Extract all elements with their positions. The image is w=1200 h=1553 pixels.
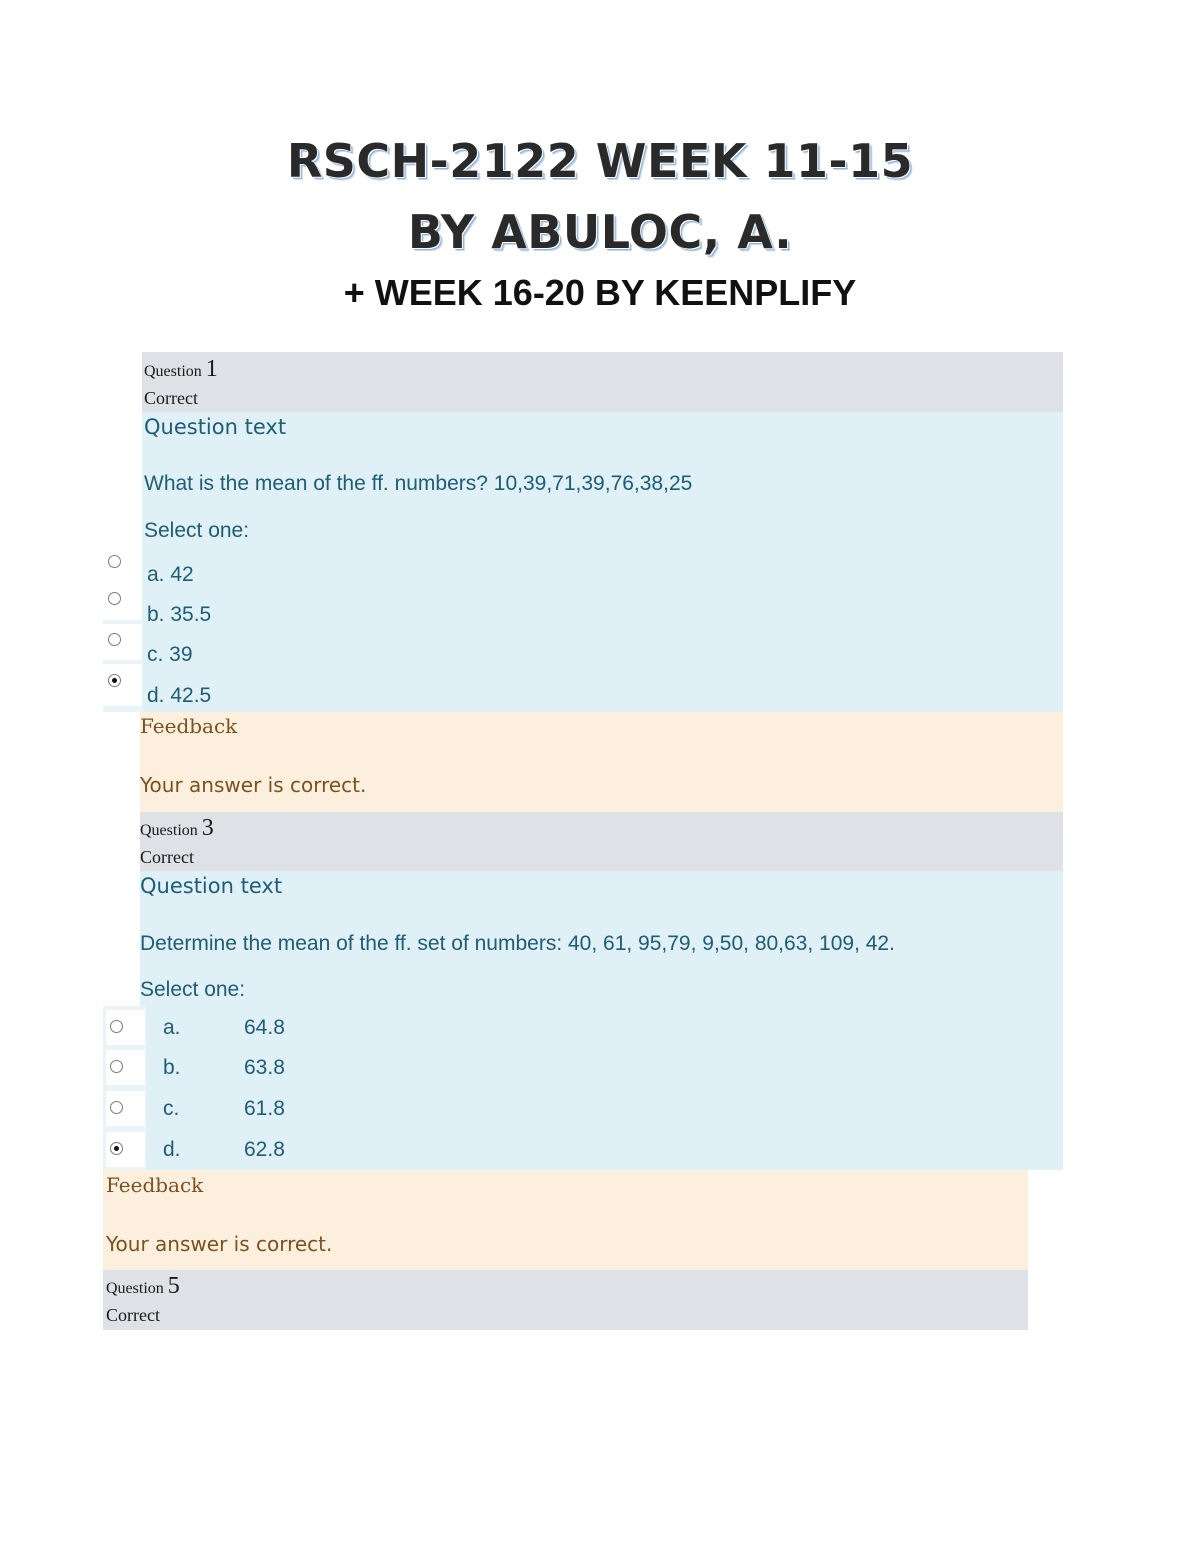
question-number: 1: [205, 356, 218, 382]
question-3-state: Correct: [140, 847, 194, 867]
document-subtitle: + WEEK 16-20 BY KEENPLIFY: [343, 272, 857, 313]
question-3-label: Question 3: [140, 815, 214, 841]
feedback-heading: Feedback: [140, 714, 238, 738]
option-b-radio[interactable]: [110, 1060, 123, 1073]
document-author: BY ABULOC, A.: [407, 205, 793, 259]
question-number: 3: [201, 815, 214, 841]
question-1-content: [142, 412, 1063, 712]
option-c-radio[interactable]: [110, 1101, 123, 1114]
question-1-feedback: [140, 712, 1063, 812]
option-d-radio-selected[interactable]: [110, 1142, 123, 1155]
option-b-value[interactable]: 63.8: [244, 1056, 285, 1079]
question-3-select-label: Select one:: [140, 978, 246, 1001]
question-1-text-heading: Question text: [144, 415, 287, 439]
option-c-letter[interactable]: c.: [163, 1097, 180, 1120]
question-1-info: [142, 352, 1063, 412]
feedback-text: Your answer is correct.: [140, 773, 367, 797]
option-a-radio[interactable]: [110, 1020, 123, 1033]
option-d-letter[interactable]: d.: [163, 1138, 181, 1161]
option-b-label[interactable]: b. 35.5: [147, 603, 212, 626]
option-a-radio[interactable]: [108, 555, 121, 568]
question-1-state: Correct: [144, 388, 198, 408]
question-number: 5: [167, 1273, 180, 1299]
option-a-value[interactable]: 64.8: [244, 1016, 285, 1039]
option-a-label[interactable]: a. 42: [147, 563, 194, 586]
option-b-radio[interactable]: [108, 592, 121, 605]
document-title: RSCH-2122 WEEK 11-15: [286, 134, 914, 188]
question-3-info: [140, 812, 1063, 871]
feedback-text: Your answer is correct.: [106, 1232, 333, 1256]
option-d-radio-selected[interactable]: [108, 674, 121, 687]
question-3-text-heading: Question text: [140, 874, 283, 898]
option-a-letter[interactable]: a.: [163, 1016, 181, 1039]
question-5-label: Question 5: [106, 1273, 180, 1299]
question-3-prompt: Determine the mean of the ff. set of numbers: 40, 61, 95,79, 9,50, 80,63, 109, 42.: [140, 932, 895, 955]
option-b-letter[interactable]: b.: [163, 1056, 181, 1079]
feedback-heading: Feedback: [106, 1173, 204, 1197]
option-d-label[interactable]: d. 42.5: [147, 684, 212, 707]
question-5-info: [103, 1270, 1028, 1330]
question-5-state: Correct: [106, 1305, 160, 1325]
question-1-prompt: What is the mean of the ff. numbers? 10,39,71,39,76,38,25: [144, 472, 693, 495]
option-c-value[interactable]: 61.8: [244, 1097, 285, 1120]
option-c-radio[interactable]: [108, 633, 121, 646]
question-1-label: Question 1: [144, 356, 218, 382]
option-c-label[interactable]: c. 39: [147, 643, 193, 666]
option-d-value[interactable]: 62.8: [244, 1138, 285, 1161]
question-1-select-label: Select one:: [144, 519, 250, 542]
